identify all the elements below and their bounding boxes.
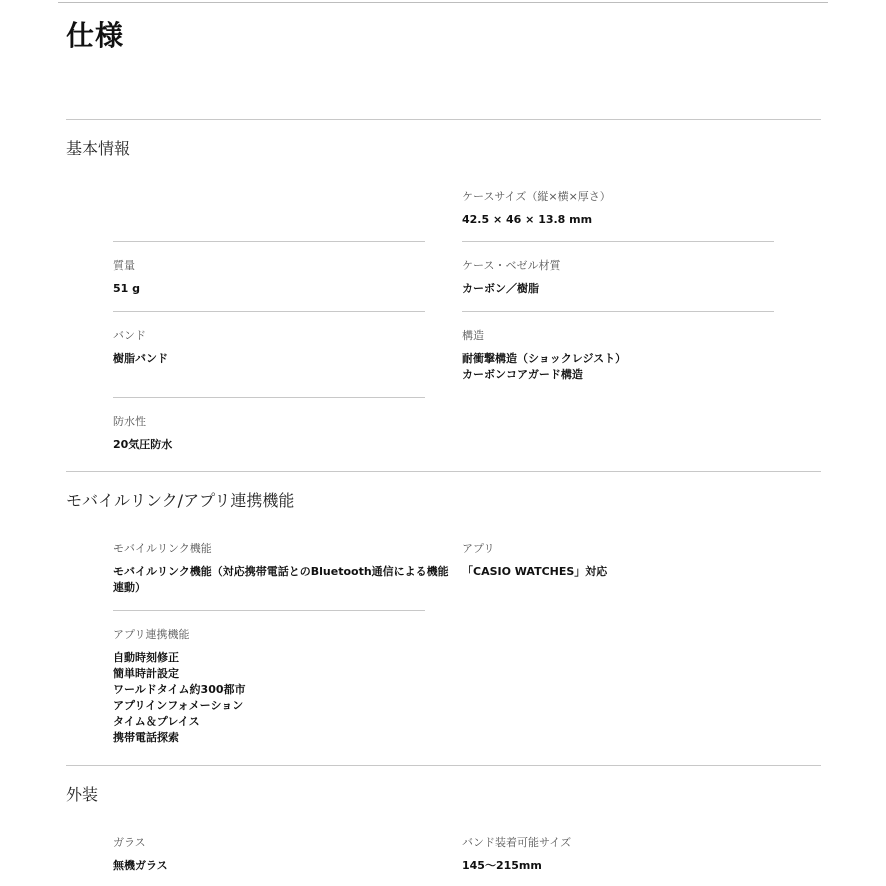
spec-divider (462, 311, 774, 312)
spec-value-glass: 無機ガラス (113, 859, 168, 872)
spec-divider (113, 610, 425, 611)
spec-value-band-size: 145〜215mm (462, 859, 542, 872)
spec-label-case-size: ケースサイズ（縦×横×厚さ） (462, 190, 611, 203)
spec-label-weight: 質量 (113, 259, 135, 272)
section-divider-exterior (66, 765, 821, 766)
section-heading-basic: 基本情報 (66, 139, 131, 158)
spec-label-app-functions: アプリ連携機能 (113, 628, 190, 641)
spec-divider (113, 241, 425, 242)
spec-value-case-size: 42.5 × 46 × 13.8 mm (462, 213, 593, 226)
spec-divider (462, 241, 774, 242)
spec-label-band-size: バンド装着可能サイズ (462, 836, 572, 849)
spec-value-weight: 51 g (113, 282, 141, 295)
section-heading-mobile: モバイルリンク/アプリ連携機能 (66, 491, 295, 510)
section-divider-mobile (66, 471, 821, 472)
spec-label-water-resistance: 防水性 (113, 415, 146, 428)
spec-value-water-resistance: 20気圧防水 (113, 438, 173, 451)
spec-value-app: 「CASIO WATCHES」対応 (462, 565, 608, 578)
spec-label-glass: ガラス (113, 836, 146, 849)
spec-value-structure: 耐衝撃構造（ショックレジスト） カーボンコアガード構造 (462, 352, 627, 381)
spec-value-case-material: カーボン／樹脂 (462, 282, 539, 295)
spec-label-mobile-link: モバイルリンク機能 (113, 542, 212, 555)
spec-divider (113, 397, 425, 398)
spec-label-structure: 構造 (462, 329, 484, 342)
spec-label-app: アプリ (462, 542, 495, 555)
spec-value-band: 樹脂バンド (113, 352, 168, 365)
spec-value-app-functions: 自動時刻修正 簡単時計設定 ワールドタイム約300都市 アプリインフォメーション タイム＆プレイス 携帯電話探索 (113, 651, 246, 744)
spec-value-mobile-link: モバイルリンク機能（対応携帯電話とのBluetooth通信による機能 連動） (113, 565, 449, 594)
section-divider-basic (66, 119, 821, 120)
section-heading-exterior: 外装 (66, 785, 99, 804)
page-title: 仕様 (66, 19, 125, 52)
spec-label-band: バンド (113, 329, 146, 342)
top-divider (58, 2, 828, 3)
spec-divider (113, 311, 425, 312)
spec-label-case-material: ケース・ベゼル材質 (462, 259, 561, 272)
